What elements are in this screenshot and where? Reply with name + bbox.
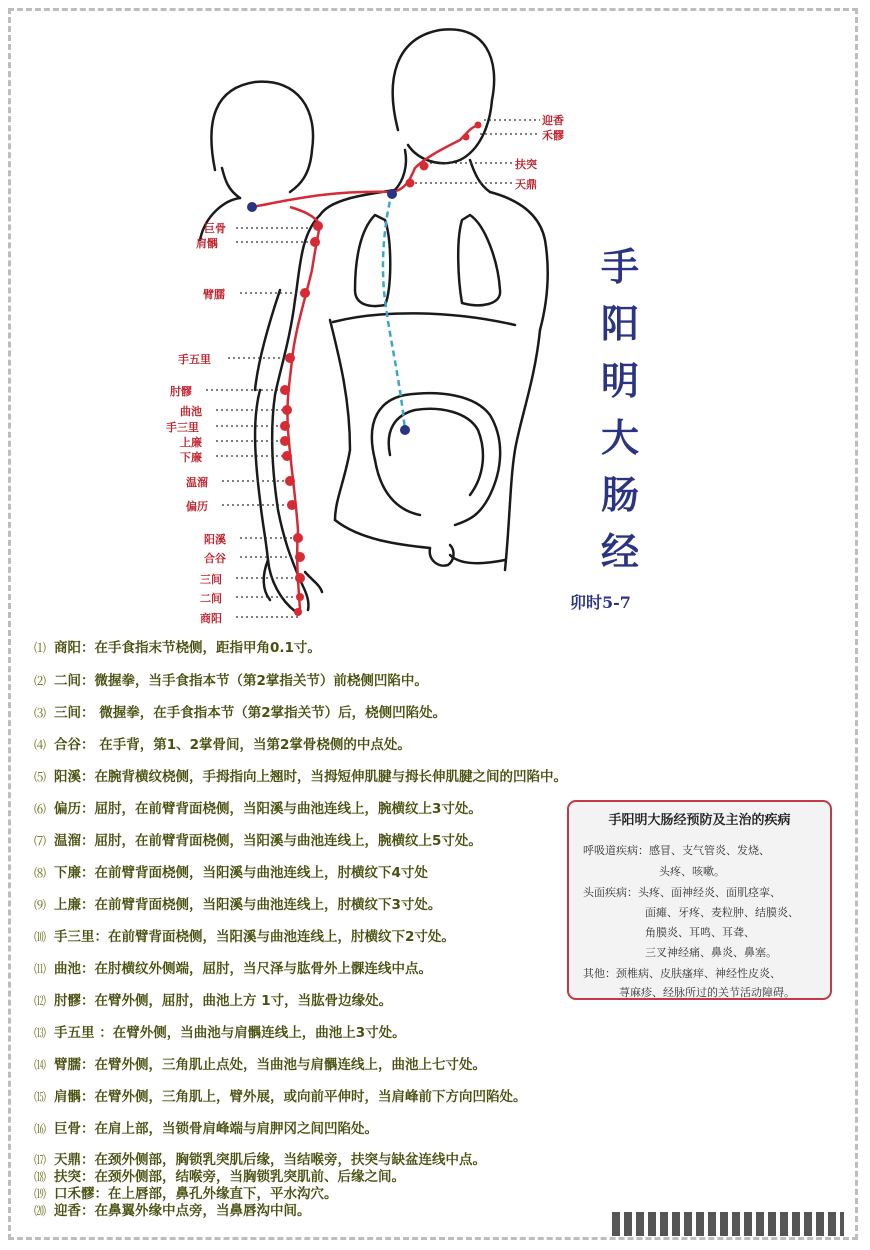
label-binao: 臂臑 <box>203 288 225 301</box>
acupoint-heliao <box>463 134 470 141</box>
acupoint-zhouliao <box>280 385 290 395</box>
torso-outline <box>295 190 395 300</box>
title-char: 经 <box>600 529 639 574</box>
label-tianding: 天鼎 <box>515 178 537 191</box>
label-xialian: 下廉 <box>180 451 202 464</box>
disease-line: 面瘫、牙疼、麦粒肿、结膜炎、 <box>645 906 799 919</box>
diseases-title: 手阳明大肠经预防及主治的疾病 <box>608 813 791 828</box>
acupoint-sanjian <box>295 573 305 583</box>
label-shanglian: 上廉 <box>180 436 202 449</box>
acupoint-quepen <box>387 189 397 199</box>
label-shouwuli: 手五里 <box>178 353 211 366</box>
front-head-outline <box>393 29 494 163</box>
label-futu: 扶突 <box>515 158 537 171</box>
list-item: ⒆ 口禾髎：在上唇部，鼻孔外缘直下，平水沟穴。 <box>34 1186 338 1202</box>
acupoint-tianding <box>406 179 415 188</box>
acupoint-shousanli <box>280 421 290 431</box>
acupoint-shouwuli <box>285 353 295 363</box>
label-zhouliao: 肘髎 <box>170 385 192 398</box>
lung-right <box>458 215 500 305</box>
label-sanjian: 三间 <box>200 573 222 586</box>
title-char: 肠 <box>600 472 639 517</box>
list-item: ⑷ 合谷： 在手背，第1、2掌骨间，当第2掌骨桡侧的中点处。 <box>34 737 411 753</box>
acupoint-erjian <box>296 593 304 601</box>
disease-line: 呼吸道疾病：感冒、支气管炎、发烧、 <box>583 844 770 857</box>
acupoint-shanglian <box>280 436 290 446</box>
list-item: ⑾ 曲池：在肘横纹外侧端，屈肘，当尺泽与肱骨外上髁连线中点。 <box>34 961 433 977</box>
acupoint-quchi <box>282 405 292 415</box>
label-shangyang: 商阳 <box>200 612 222 625</box>
label-shousanli: 手三里 <box>166 421 199 434</box>
disease-line: 三叉神经痛、鼻炎、鼻塞。 <box>645 946 777 959</box>
meridian-title <box>590 238 650 580</box>
disease-line: 头面疾病：头疼、面神经炎、面肌痉挛、 <box>583 886 781 899</box>
title-char: 明 <box>600 358 639 403</box>
acupoint-binao <box>300 288 310 298</box>
disease-line: 其他：颈椎病、皮肤瘙痒、神经性皮炎、 <box>583 967 781 980</box>
list-item: ⑶ 三间： 微握拳，在手食指本节（第2掌指关节）后，桡侧凹陷处。 <box>34 705 447 721</box>
list-item: ⒁ 臂臑：在臂外侧，三角肌止点处，当曲池与肩髃连线上，曲池上七寸处。 <box>34 1057 487 1073</box>
large-intestine <box>372 393 500 525</box>
acupoint-shangyang <box>294 608 302 616</box>
back-head-outline <box>211 82 313 192</box>
list-item: ⑼ 上廉：在前臂背面桡侧，当阳溪与曲池连线上，肘横纹下3寸处。 <box>34 897 442 913</box>
acupoint-pianli <box>287 500 297 510</box>
list-item: ⑿ 肘髎：在臂外侧，屈肘，曲池上方 1寸，当肱骨边缘处。 <box>34 993 393 1009</box>
label-jugu: 巨骨 <box>204 222 226 235</box>
label-jianyu: 肩髃 <box>196 237 218 250</box>
list-item: ⒄ 天鼎：在颈外侧部，胸锁乳突肌后缘，当结喉旁，扶突与缺盆连线中点。 <box>34 1152 487 1168</box>
watermark-bar <box>612 1212 844 1236</box>
meridian-line <box>252 125 478 610</box>
acupoint-yingxiang <box>475 122 482 129</box>
list-item: ⑸ 阳溪：在腕背横纹桡侧，手拇指向上翘时，当拇短伸肌腱与拇长伸肌腱之间的凹陷中。 <box>34 769 568 785</box>
acupoint-jianyu-2 <box>310 237 320 247</box>
label-pianli: 偏历 <box>186 500 208 513</box>
label-quchi: 曲池 <box>180 405 202 418</box>
list-item: ⑴ 商阳：在手食指末节桡侧，距指甲角0.1寸。 <box>34 640 321 656</box>
list-item: ⒅ 扶突：在颈外侧部，结喉旁，当胸锁乳突肌前、后缘之间。 <box>34 1169 406 1185</box>
acupoint-wenliu <box>285 476 295 486</box>
label-heliao: 禾髎 <box>542 129 564 142</box>
disease-line: 头疼、咳嗽。 <box>659 865 725 878</box>
list-item: ⑽ 手三里：在前臂背面桡侧，当阳溪与曲池连线上，肘横纹下2寸处。 <box>34 929 455 945</box>
time-label: 卯时5-7 <box>570 593 631 612</box>
list-item: ⒃ 巨骨：在肩上部，当锁骨肩峰端与肩胛冈之间凹陷处。 <box>34 1121 379 1137</box>
list-item: ⑺ 温溜：屈肘，在前臂背面桡侧，当阳溪与曲池连线上，腕横纹上5寸处。 <box>34 833 482 849</box>
disease-line: 荨麻疹、经脉所过的关节活动障碍。 <box>619 986 795 999</box>
list-item: ⒀ 手五里 ：在臂外侧，当曲池与肩髃连线上，曲池上3寸处。 <box>34 1025 406 1041</box>
list-item: ⑵ 二间：微握拳，当手食指本节（第2掌指关节）前桡侧凹陷中。 <box>34 673 428 689</box>
list-item: ⑻ 下廉：在前臂背面桡侧，当阳溪与曲池连线上，肘横纹下4寸处 <box>34 865 428 881</box>
list-item: ⑹ 偏历：屈肘，在前臂背面桡侧，当阳溪与曲池连线上，腕横纹上3寸处。 <box>34 801 482 817</box>
acupoint-jianyu <box>313 221 323 231</box>
diseases-box <box>567 800 832 1000</box>
title-char: 大 <box>600 415 639 460</box>
acupoint-intestine <box>400 425 410 435</box>
label-erjian: 二间 <box>200 592 222 605</box>
acupoint-futu <box>420 162 429 171</box>
label-yangxi: 阳溪 <box>204 533 226 546</box>
acupoint-xialian <box>282 451 292 461</box>
title-char: 阳 <box>600 301 639 346</box>
label-yingxiang: 迎香 <box>542 114 564 127</box>
label-wenliu: 温溜 <box>186 476 208 489</box>
list-item: ⒇ 迎香：在鼻翼外缘中点旁，当鼻唇沟中间。 <box>34 1203 311 1219</box>
acupoint-yangxi <box>293 533 303 543</box>
acupoint-jugu <box>247 202 257 212</box>
label-hegu: 合谷 <box>204 552 226 565</box>
acupoint-hegu <box>295 552 305 562</box>
disease-line: 角膜炎、耳鸣、耳聋、 <box>645 926 755 939</box>
title-char: 手 <box>600 244 639 289</box>
list-item: ⒂ 肩髃：在臂外侧，三角肌上，臂外展，或向前平伸时，当肩峰前下方向凹陷处。 <box>34 1089 527 1105</box>
